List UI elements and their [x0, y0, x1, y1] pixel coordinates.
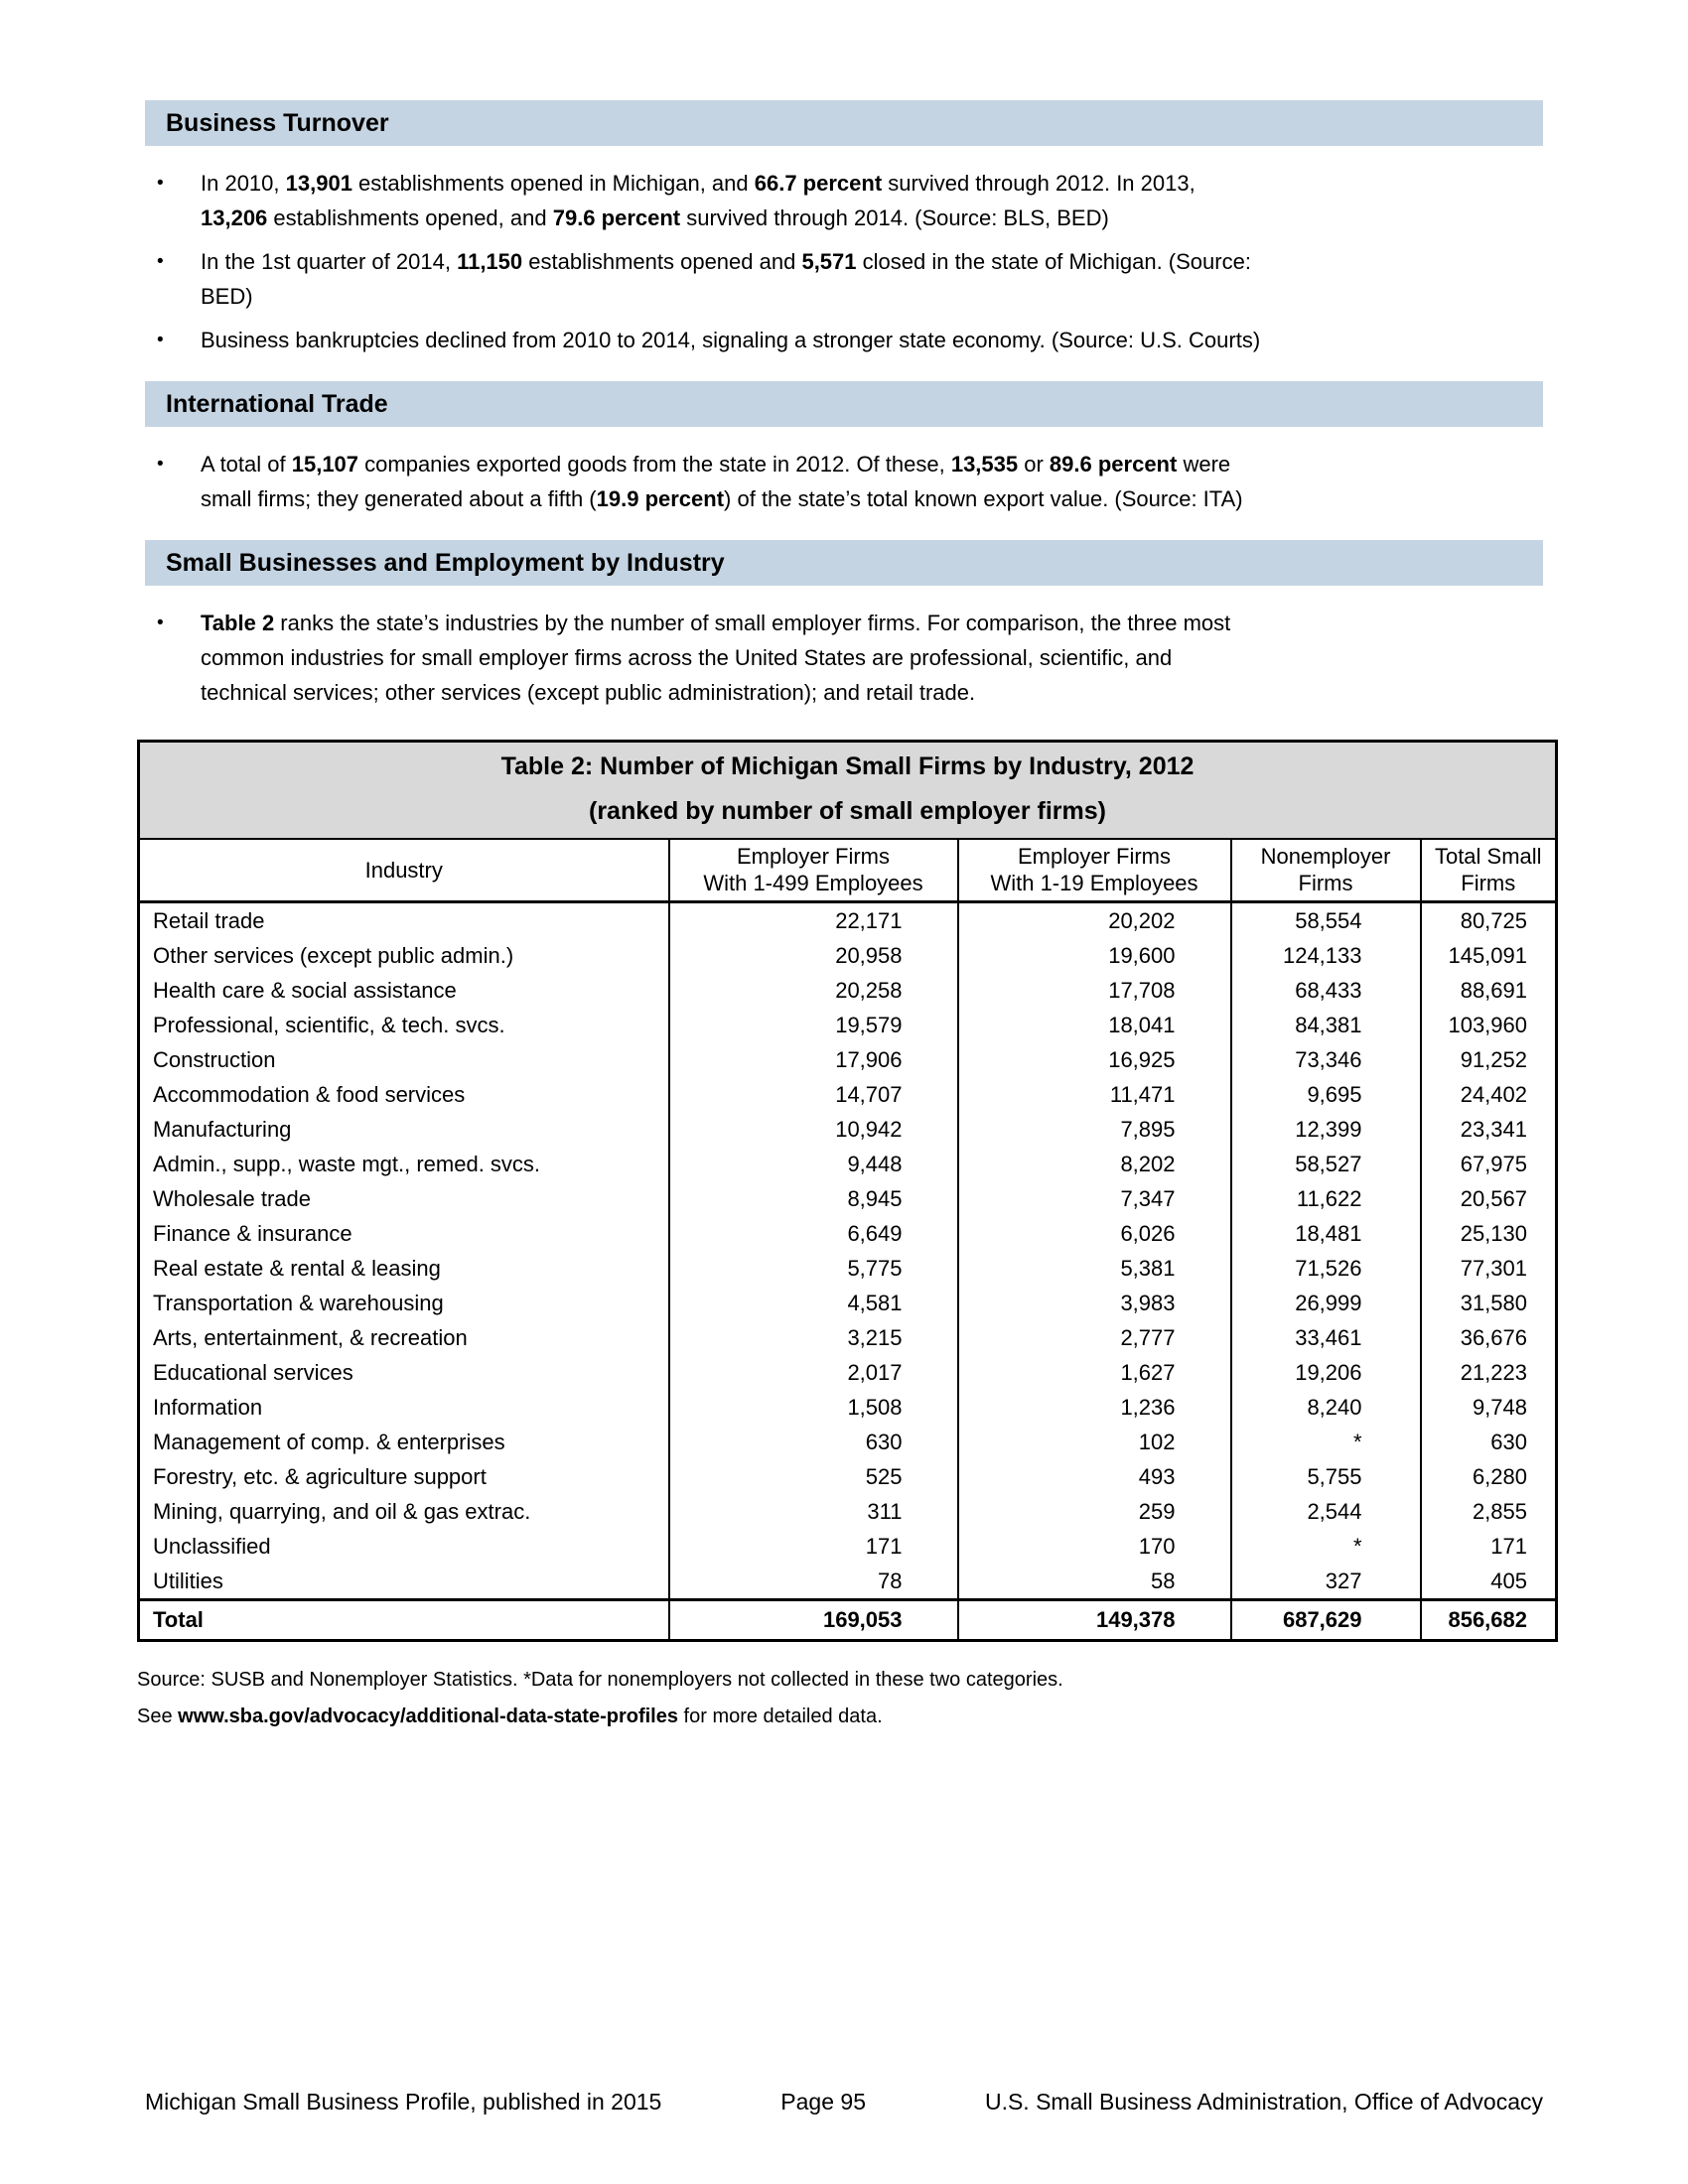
- value-cell: *: [1231, 1425, 1421, 1459]
- table-2-wrapper: [137, 740, 1555, 1642]
- value-cell: 6,026: [958, 1216, 1231, 1251]
- text-run: survived through 2014. (Source: BLS, BED): [680, 205, 1109, 230]
- column-header-2: Employer Firms With 1-19 Employees: [958, 839, 1231, 902]
- value-cell: 171: [1421, 1529, 1557, 1564]
- footer-document-title: Michigan Small Business Profile, published in 2015: [145, 2089, 662, 2115]
- value-cell: 26,999: [1231, 1286, 1421, 1320]
- value-cell: 58,554: [1231, 902, 1421, 939]
- value-cell: 2,017: [669, 1355, 958, 1390]
- footer-page-number: Page 95: [780, 2089, 866, 2115]
- value-cell: 3,215: [669, 1320, 958, 1355]
- industry-cell: Professional, scientific, & tech. svcs.: [153, 1012, 505, 1037]
- industry-cell: Other services (except public admin.): [153, 942, 514, 968]
- column-header-0: Industry: [139, 839, 669, 902]
- industry-cell: Transportation & warehousing: [153, 1290, 444, 1315]
- bullet-item: [145, 323, 1543, 357]
- business-turnover-bullets: [145, 166, 1543, 357]
- value-cell: 67,975: [1421, 1147, 1557, 1181]
- value-cell: 77,301: [1421, 1251, 1557, 1286]
- value-cell: 149,378: [958, 1600, 1231, 1641]
- value-cell: 259: [958, 1494, 1231, 1529]
- value-cell: 687,629: [1231, 1600, 1421, 1641]
- table-title: [139, 742, 1557, 840]
- emphasis-text: 13,535: [950, 452, 1019, 477]
- text-run: common industries for small employer firms across the United States are professional, scientific, and: [201, 645, 1173, 670]
- value-cell: 8,945: [669, 1181, 958, 1216]
- bullet-dot: •: [157, 251, 164, 272]
- value-cell: 6,280: [1421, 1459, 1557, 1494]
- value-cell: 18,041: [958, 1008, 1231, 1042]
- value-cell: 327: [1231, 1564, 1421, 1600]
- value-cell: 4,581: [669, 1286, 958, 1320]
- industry-cell: Management of comp. & enterprises: [153, 1429, 505, 1454]
- table-row: [139, 1390, 1557, 1425]
- industry-cell: Finance & insurance: [153, 1220, 352, 1246]
- table-row: [139, 938, 1557, 973]
- value-cell: 36,676: [1421, 1320, 1557, 1355]
- table-row: [139, 1216, 1557, 1251]
- value-cell: 91,252: [1421, 1042, 1557, 1077]
- value-cell: 493: [958, 1459, 1231, 1494]
- value-cell: 20,258: [669, 973, 958, 1008]
- text-run: closed in the state of Michigan. (Source:: [856, 249, 1251, 274]
- bullet-text: [201, 447, 1543, 516]
- value-cell: 22,171: [669, 902, 958, 939]
- value-cell: 88,691: [1421, 973, 1557, 1008]
- value-cell: 124,133: [1231, 938, 1421, 973]
- table-footnotes: [137, 1668, 1543, 1728]
- section-header-small-businesses-employment: Small Businesses and Employment by Industry: [145, 540, 1543, 586]
- value-cell: 630: [669, 1425, 958, 1459]
- value-cell: 20,567: [1421, 1181, 1557, 1216]
- text-run: establishments opened and: [522, 249, 802, 274]
- value-cell: 6,649: [669, 1216, 958, 1251]
- column-header-4: Total Small Firms: [1421, 839, 1557, 902]
- value-cell: 9,448: [669, 1147, 958, 1181]
- page-footer: [145, 2089, 1543, 2116]
- value-cell: 11,622: [1231, 1181, 1421, 1216]
- text-run: or: [1018, 452, 1050, 477]
- industry-cell: Real estate & rental & leasing: [153, 1255, 441, 1281]
- industry-cell: Accommodation & food services: [153, 1081, 466, 1107]
- table-row: [139, 1564, 1557, 1600]
- industry-cell: Wholesale trade: [153, 1185, 311, 1211]
- table-2-michigan-small-firms: [137, 740, 1558, 1642]
- text-run: ) of the state’s total known export value. (Source: ITA): [724, 486, 1243, 511]
- value-cell: 31,580: [1421, 1286, 1557, 1320]
- industry-cell: Utilities: [153, 1568, 223, 1593]
- emphasis-text: 5,571: [801, 249, 857, 274]
- industry-cell: Information: [153, 1394, 263, 1420]
- table-row: [139, 1355, 1557, 1390]
- industry-cell: Mining, quarrying, and oil & gas extrac.: [153, 1498, 531, 1524]
- bullet-item: [145, 606, 1543, 710]
- text-run: technical services; other services (except public administration); and retail trade.: [201, 680, 976, 705]
- industry-cell: Total: [139, 1600, 669, 1641]
- table-row: [139, 1181, 1557, 1216]
- emphasis-text: 15,107: [291, 452, 359, 477]
- footer-agency: U.S. Small Business Administration, Office of Advocacy: [984, 2089, 1543, 2115]
- industry-cell: Health care & social assistance: [153, 977, 457, 1003]
- value-cell: 5,381: [958, 1251, 1231, 1286]
- value-cell: 630: [1421, 1425, 1557, 1459]
- bullet-dot: •: [157, 454, 164, 475]
- value-cell: 1,627: [958, 1355, 1231, 1390]
- value-cell: 1,236: [958, 1390, 1231, 1425]
- value-cell: 73,346: [1231, 1042, 1421, 1077]
- table-row: [139, 902, 1557, 939]
- industry-cell: Forestry, etc. & agriculture support: [153, 1463, 487, 1489]
- table-row: [139, 1112, 1557, 1147]
- industry-cell: Educational services: [153, 1359, 353, 1385]
- value-cell: 21,223: [1421, 1355, 1557, 1390]
- emphasis-text: 13,206: [201, 205, 268, 230]
- value-cell: 19,579: [669, 1008, 958, 1042]
- column-header-3: Nonemployer Firms: [1231, 839, 1421, 902]
- text-run: establishments opened in Michigan, and: [352, 171, 755, 196]
- text-run: survived through 2012. In 2013,: [882, 171, 1196, 196]
- value-cell: 58: [958, 1564, 1231, 1600]
- text-run: small firms; they generated about a fifth (: [201, 486, 597, 511]
- emphasis-text: 13,901: [285, 171, 352, 196]
- value-cell: 33,461: [1231, 1320, 1421, 1355]
- value-cell: 169,053: [669, 1600, 958, 1641]
- table-title-line1: Table 2: Number of Michigan Small Firms by Industry, 2012: [500, 752, 1195, 780]
- bullet-dot: •: [157, 173, 164, 194]
- table-column-headers: [139, 839, 1557, 902]
- table-row: [139, 1147, 1557, 1181]
- industry-cell: Arts, entertainment, & recreation: [153, 1324, 468, 1350]
- value-cell: 14,707: [669, 1077, 958, 1112]
- value-cell: 170: [958, 1529, 1231, 1564]
- value-cell: 19,600: [958, 938, 1231, 973]
- value-cell: 17,708: [958, 973, 1231, 1008]
- industry-cell: Construction: [153, 1046, 276, 1072]
- industry-cell: Retail trade: [153, 907, 265, 933]
- text-run: See: [137, 1706, 179, 1727]
- employment-by-industry-bullets: [145, 606, 1543, 710]
- bullet-item: [145, 166, 1543, 235]
- text-run: In 2010,: [201, 171, 286, 196]
- value-cell: 102: [958, 1425, 1231, 1459]
- text-run: were: [1177, 452, 1231, 477]
- emphasis-text: Table 2: [201, 611, 275, 635]
- table-row: [139, 1494, 1557, 1529]
- text-run: Business bankruptcies declined from 2010 to 2014, signaling a stronger state economy. (Source: U.S. Courts): [201, 328, 1261, 352]
- value-cell: 25,130: [1421, 1216, 1557, 1251]
- text-run: companies exported goods from the state in 2012. Of these,: [358, 452, 951, 477]
- bullet-dot: •: [157, 613, 164, 633]
- value-cell: 103,960: [1421, 1008, 1557, 1042]
- value-cell: 16,925: [958, 1042, 1231, 1077]
- value-cell: 7,347: [958, 1181, 1231, 1216]
- text-run: In the 1st quarter of 2014,: [201, 249, 458, 274]
- table-title-row: [139, 742, 1557, 840]
- value-cell: 80,725: [1421, 902, 1557, 939]
- table-row: [139, 1425, 1557, 1459]
- text-run: A total of: [201, 452, 292, 477]
- emphasis-text: 19.9 percent: [596, 486, 725, 511]
- value-cell: 20,958: [669, 938, 958, 973]
- section-header-business-turnover: Business Turnover: [145, 100, 1543, 146]
- value-cell: 9,695: [1231, 1077, 1421, 1112]
- bullet-dot: •: [157, 330, 164, 350]
- value-cell: 405: [1421, 1564, 1557, 1600]
- value-cell: 8,202: [958, 1147, 1231, 1181]
- table-row: [139, 1008, 1557, 1042]
- value-cell: 2,777: [958, 1320, 1231, 1355]
- emphasis-text: 79.6 percent: [552, 205, 681, 230]
- value-cell: 17,906: [669, 1042, 958, 1077]
- value-cell: 9,748: [1421, 1390, 1557, 1425]
- table-row: [139, 973, 1557, 1008]
- value-cell: 78: [669, 1564, 958, 1600]
- emphasis-text: 89.6 percent: [1049, 452, 1178, 477]
- value-cell: 5,755: [1231, 1459, 1421, 1494]
- text-run: ranks the state’s industries by the number of small employer firms. For comparison, the three most: [274, 611, 1231, 635]
- value-cell: 20,202: [958, 902, 1231, 939]
- value-cell: 12,399: [1231, 1112, 1421, 1147]
- industry-cell: Unclassified: [153, 1533, 271, 1559]
- value-cell: 18,481: [1231, 1216, 1421, 1251]
- emphasis-text: 11,150: [457, 249, 523, 274]
- table-row: [139, 1529, 1557, 1564]
- value-cell: 2,855: [1421, 1494, 1557, 1529]
- value-cell: 58,527: [1231, 1147, 1421, 1181]
- table-row: [139, 1077, 1557, 1112]
- value-cell: 171: [669, 1529, 958, 1564]
- value-cell: 311: [669, 1494, 958, 1529]
- value-cell: 7,895: [958, 1112, 1231, 1147]
- section-header-international-trade: International Trade: [145, 381, 1543, 427]
- bullet-item: [145, 244, 1543, 314]
- value-cell: 68,433: [1231, 973, 1421, 1008]
- industry-cell: Manufacturing: [153, 1116, 292, 1142]
- value-cell: 19,206: [1231, 1355, 1421, 1390]
- table-row: [139, 1286, 1557, 1320]
- value-cell: 1,508: [669, 1390, 958, 1425]
- bullet-text: [201, 166, 1543, 235]
- bullet-item: [145, 447, 1543, 516]
- text-run: for more detailed data.: [677, 1706, 883, 1727]
- table-body: [139, 902, 1557, 1641]
- value-cell: 2,544: [1231, 1494, 1421, 1529]
- bullet-text: [201, 323, 1543, 357]
- page-content: [137, 0, 1543, 1741]
- value-cell: 5,775: [669, 1251, 958, 1286]
- emphasis-text: 66.7 percent: [754, 171, 883, 196]
- column-header-1: Employer Firms With 1-499 Employees: [669, 839, 958, 902]
- table-title-line2: (ranked by number of small employer firms): [589, 797, 1106, 825]
- footnote-link-line: [137, 1705, 1543, 1728]
- bullet-text: [201, 606, 1543, 710]
- table-row: [139, 1320, 1557, 1355]
- value-cell: 856,682: [1421, 1600, 1557, 1641]
- value-cell: 71,526: [1231, 1251, 1421, 1286]
- value-cell: 23,341: [1421, 1112, 1557, 1147]
- value-cell: *: [1231, 1529, 1421, 1564]
- table-row: [139, 1251, 1557, 1286]
- bullet-text: [201, 244, 1543, 314]
- table-total-row: [139, 1600, 1557, 1641]
- international-trade-bullets: [145, 447, 1543, 516]
- text-run: establishments opened, and: [267, 205, 553, 230]
- industry-cell: Admin., supp., waste mgt., remed. svcs.: [153, 1151, 541, 1176]
- value-cell: 3,983: [958, 1286, 1231, 1320]
- table-row: [139, 1459, 1557, 1494]
- text-run: BED): [201, 284, 253, 309]
- emphasis-text: www.sba.gov/advocacy/additional-data-state-profiles: [178, 1706, 678, 1727]
- value-cell: 84,381: [1231, 1008, 1421, 1042]
- value-cell: 10,942: [669, 1112, 958, 1147]
- value-cell: 8,240: [1231, 1390, 1421, 1425]
- footnote-source: Source: SUSB and Nonemployer Statistics. *Data for nonemployers not collected in these two categories.: [137, 1669, 1063, 1691]
- value-cell: 145,091: [1421, 938, 1557, 973]
- table-row: [139, 1042, 1557, 1077]
- value-cell: 525: [669, 1459, 958, 1494]
- value-cell: 11,471: [958, 1077, 1231, 1112]
- value-cell: 24,402: [1421, 1077, 1557, 1112]
